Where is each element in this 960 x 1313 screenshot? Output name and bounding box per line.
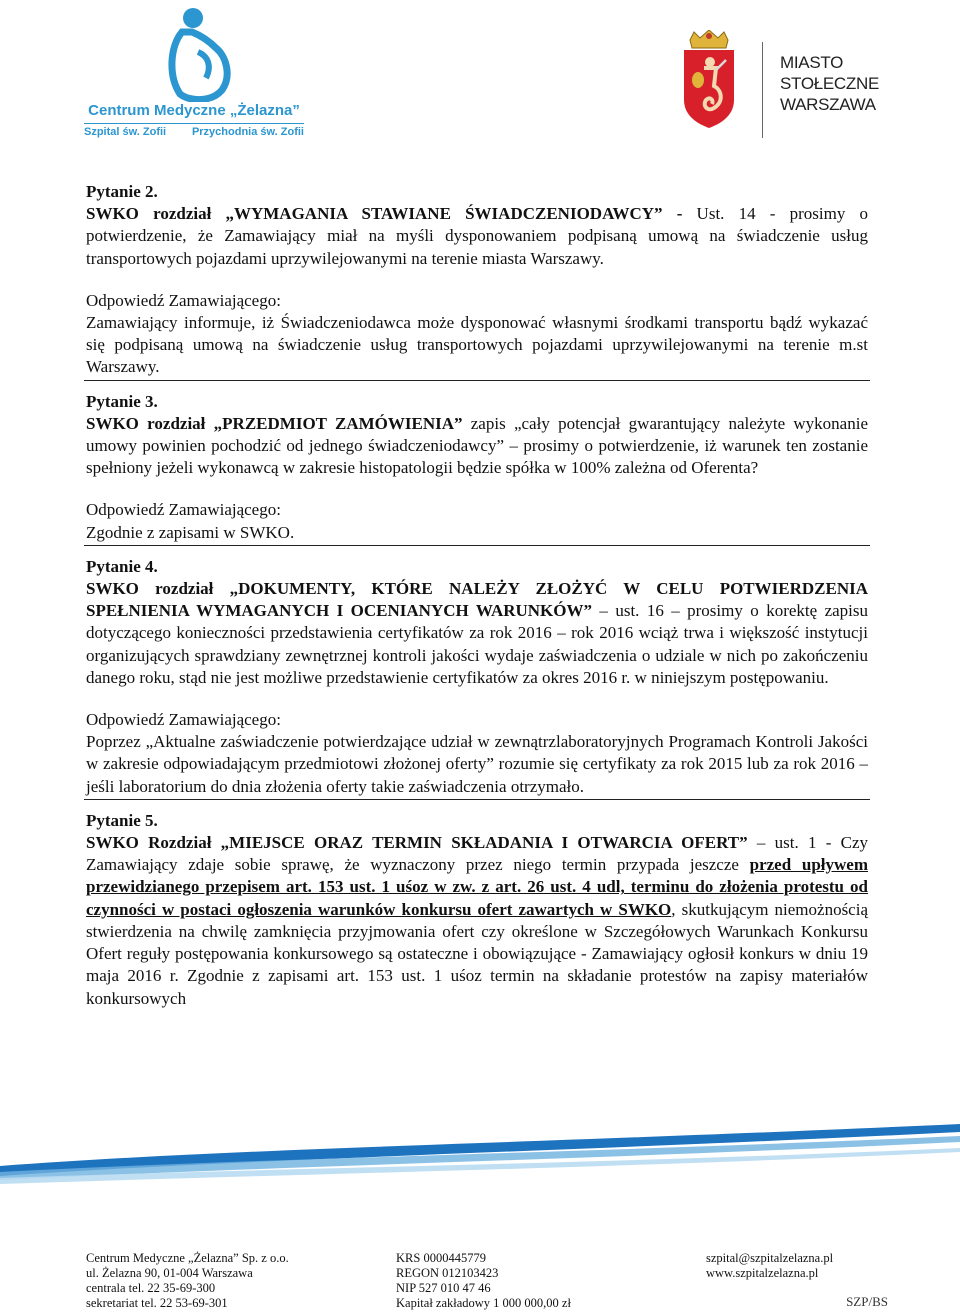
warsaw-mermaid-crest-icon	[680, 30, 738, 128]
warsaw-logo-divider	[762, 42, 763, 138]
question-underlined-1: przed upływem przewidzianego przepisem art. 153 ust. 1	[86, 855, 868, 897]
cmz-logo	[84, 6, 304, 142]
warsaw-logo-text	[780, 52, 890, 115]
footer-contact-info	[706, 1251, 833, 1281]
footer-registry-info	[396, 1251, 571, 1311]
question-label: Pytanie 4.	[86, 556, 158, 576]
cmz-logo-divider	[84, 123, 304, 124]
question-body-part1: – ust. 1 - Czy Zamawiający zdaje sobie sprawę, że wyznaczony przez niego termin przypada jeszcze	[86, 833, 868, 875]
question-text	[86, 578, 868, 689]
question-label: Pytanie 5.	[86, 810, 158, 830]
section-divider	[84, 799, 870, 800]
question-heading: SWKO rozdział „WYMAGANIA STAWIANE ŚWIADCZENIODAWCY” -	[86, 204, 697, 224]
footer-company-name: Centrum Medyczne „Żelazna” Sp. z o.o.	[86, 1251, 289, 1265]
warsaw-logo-line1: MIASTO	[780, 53, 844, 72]
footer-address: ul. Żelazna 90, 01-004 Warszawa	[86, 1266, 253, 1280]
question-text	[86, 203, 868, 270]
cmz-logo-name: Centrum Medyczne „Żelazna”	[88, 102, 300, 119]
question-block-4	[86, 556, 868, 798]
page-header	[0, 0, 960, 150]
footer-company-info	[86, 1251, 289, 1311]
cmz-logo-subtitle	[84, 126, 304, 138]
answer-text: Zamawiający informuje, iż Świadczeniodawca może dysponować własnymi środkami transportu bądź wykazać się podpisaną umową na świadczenie usług transportowych pojazdami uprzywilejowanymi na terenie m.st Warszawy.	[86, 313, 868, 377]
question-text	[86, 413, 868, 480]
question-heading: SWKO rozdział „DOKUMENTY, KTÓRE NALEŻY ZŁOŻYĆ W CELU POTWIERDZENIA SPEŁNIENIA WYMAGANYCH I OCENIANYCH WARUNKÓW”	[86, 579, 868, 621]
question-body: zapis „cały potencjał gwarantujący należyte wykonanie umowy powinien pochodzić od jednego świadczeniodawcy” – prosimy o potwierdzenie, iż warunek ten zostanie spełniony jeżeli wykonawcą w zakresie histopatologii będzie spółka w 100% zależna od Oferenta?	[86, 413, 868, 478]
answer-label: Odpowiedź Zamawiającego:	[86, 290, 281, 310]
question-text	[86, 832, 868, 1010]
answer-label: Odpowiedź Zamawiającego:	[86, 500, 281, 520]
question-body: – ust. 16 – prosimy o korektę zapisu dotyczącego konieczności przedstawienia certyfikatów za rok 2016 – rok 2016 wciąż trwa i większość instytucji organizujących sprawdziany zewnętrznej kontroli jakości wydaje zaświadczenia o udziale w nich po zakończeniu danego roku, stąd nie jest możliwe przedstawienie certyfikatów za okres 2016 r. w niniejszym postępowaniu.	[86, 601, 869, 687]
question-underlined-2: uśoz w zw. z art. 26 ust. 4 udl, terminu do złożenia protestu od czynności w postaci ogłoszenia warunków konkursu ofert zawartych w SWKO	[86, 877, 869, 919]
question-heading: SWKO rozdział „PRZEDMIOT ZAMÓWIENIA”	[86, 413, 463, 433]
warsaw-logo-line3: WARSZAWA	[780, 95, 876, 114]
footer-nip: NIP 527 010 47 46	[396, 1281, 491, 1295]
answer-text: Zgodnie z zapisami w SWKO.	[86, 522, 295, 542]
answer-text: Poprzez „Aktualne zaświadczenie potwierdzające udział w zewnątrzlaboratoryjnych Programach Kontroli Jakości w zakresie odpowiadającym przedmiotowi złożonej oferty” rozumie się certyfikaty za rok 2015 lub za rok 2016 – jeśli laboratorium do dnia złożenia oferty takie zaświadczenia otrzymało.	[86, 732, 868, 796]
footer-email[interactable]: szpital@szpitalzelazna.pl	[706, 1251, 834, 1265]
footer-phone-central: centrala tel. 22 35-69-300	[86, 1281, 216, 1295]
document-reference: SZP/BS	[846, 1294, 888, 1309]
cmz-logo-sub-right: Przychodnia św. Zofii	[191, 126, 304, 138]
cmz-figure-icon	[162, 6, 232, 102]
footer-capital: Kapitał zakładowy 1 000 000,00 zł	[396, 1296, 571, 1310]
page-footer	[86, 1251, 926, 1311]
warsaw-logo-line2: STOŁECZNE	[780, 74, 880, 93]
footer-krs: KRS 0000445779	[396, 1251, 486, 1265]
document-body	[86, 181, 868, 1010]
question-block-3	[86, 391, 868, 544]
footer-regon: REGON 012103423	[396, 1266, 499, 1280]
question-block-5	[86, 810, 868, 1010]
section-divider	[84, 380, 870, 381]
question-body: Ust. 14 - prosimy o potwierdzenie, że Zamawiający miał na myśli dysponowaniem podpisaną umową na świadczenie usług transportowych pojazdami uprzywilejowanymi na terenie miasta Warszawy.	[86, 204, 869, 268]
answer-label: Odpowiedź Zamawiającego:	[86, 710, 281, 730]
footer-phone-secretariat: sekretariat tel. 22 53-69-301	[86, 1296, 228, 1310]
footer-website[interactable]: www.szpitalzelazna.pl	[706, 1266, 819, 1280]
footer-wave-decoration	[0, 1118, 960, 1188]
question-heading: SWKO Rozdział „MIEJSCE ORAZ TERMIN SKŁADANIA I OTWARCIA OFERT”	[86, 833, 748, 853]
section-divider	[84, 545, 870, 546]
cmz-logo-sub-left: Szpital św. Zofii	[84, 126, 167, 138]
warsaw-logo	[680, 30, 880, 142]
question-body-part3: , skutkującym niemożnością stwierdzenia na chwilę zamknięcia przyjmowania ofert czy określone w Szczegółowych Warunkach Konkursu Ofert reguły postępowania konkursowego są ostateczne i obowiązujące - Zamawiający ogłosił konkurs w dniu 19 maja 2016 r. Zgodnie z zapisami art. 153 ust. 1 uśoz termin na składanie protestów na zapisy materiałów konkursowych	[86, 899, 869, 1008]
question-label: Pytanie 3.	[86, 391, 158, 411]
question-block-2	[86, 181, 868, 379]
question-label: Pytanie 2.	[86, 182, 158, 201]
